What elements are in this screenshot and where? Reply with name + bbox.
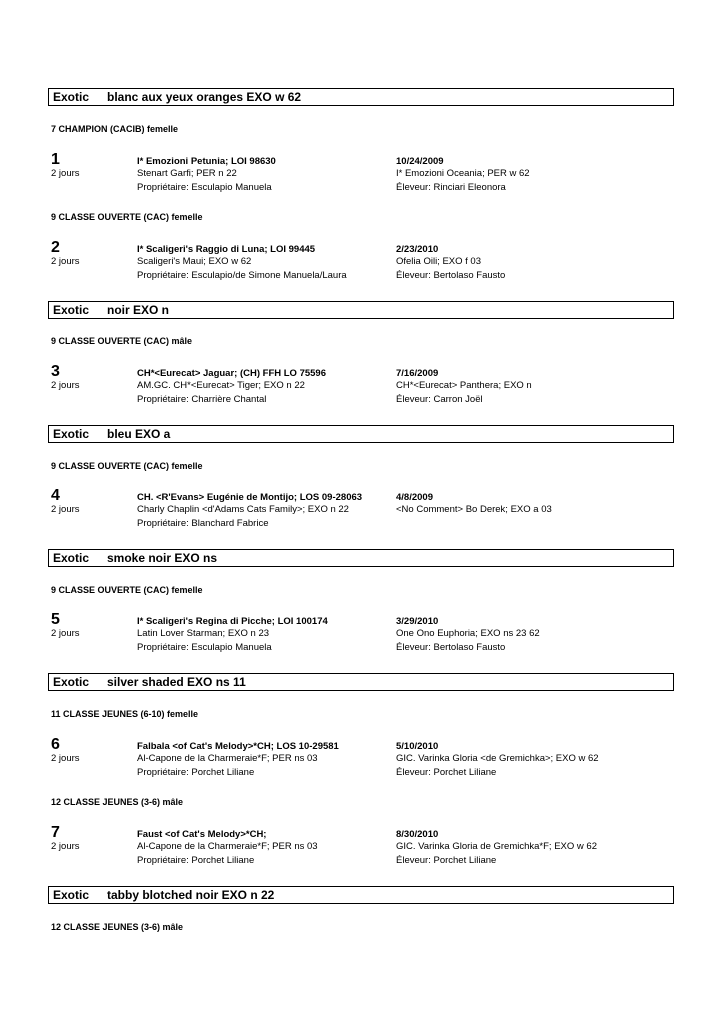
entry-age: 2 jours — [51, 841, 80, 852]
birth-date: 7/16/2009 — [396, 368, 439, 379]
class-heading: 11 CLASSE JEUNES (6-10) femelle — [51, 709, 199, 719]
class-heading: 9 CLASSE OUVERTE (CAC) femelle — [51, 212, 203, 222]
sire: Latin Lover Starman; EXO n 23 — [137, 628, 270, 639]
entry — [51, 240, 671, 286]
sire: Scaligeri's Maui; EXO w 62 — [137, 256, 252, 267]
entry-age: 2 jours — [51, 256, 80, 267]
dam: CH*<Eurecat> Panthera; EXO n — [396, 380, 532, 391]
birth-date: 10/24/2009 — [396, 156, 444, 167]
entry-number: 4 — [51, 487, 60, 504]
dam: One Ono Euphoria; EXO ns 23 62 — [396, 628, 540, 639]
entry — [51, 152, 671, 198]
owner: Propriétaire: Porchet Liliane — [137, 767, 255, 778]
dam: I* Emozioni Oceania; PER w 62 — [396, 168, 530, 179]
breed-description: smoke noir EXO ns — [107, 551, 218, 565]
cat-name: Faust <of Cat's Melody>*CH; — [137, 829, 267, 840]
entry — [51, 612, 671, 658]
owner: Propriétaire: Esculapio Manuela — [137, 182, 272, 193]
breed-header — [48, 301, 674, 319]
entry — [51, 488, 671, 534]
breed-header — [48, 886, 674, 904]
sire: Al-Capone de la Charmeraie*F; PER ns 03 — [137, 841, 318, 852]
class-heading: 9 CLASSE OUVERTE (CAC) mâle — [51, 336, 193, 346]
breed-header — [48, 549, 674, 567]
birth-date: 2/23/2010 — [396, 244, 439, 255]
dam: Ofelia Oili; EXO f 03 — [396, 256, 482, 267]
breeder: Éleveur: Bertolaso Fausto — [396, 642, 506, 653]
entry-age: 2 jours — [51, 380, 80, 391]
cat-name: I* Emozioni Petunia; LOI 98630 — [137, 156, 276, 167]
class-heading: 7 CHAMPION (CACIB) femelle — [51, 124, 179, 134]
dam: GIC. Varinka Gloria de Gremichka*F; EXO w 62 — [396, 841, 597, 852]
entry-number: 3 — [51, 363, 60, 380]
breeder: Éleveur: Porchet Liliane — [396, 767, 497, 778]
dam: GIC. Varinka Gloria <de Gremichka>; EXO w 62 — [396, 753, 599, 764]
entry-number: 7 — [51, 824, 60, 841]
cat-name: CH. <R'Evans> Eugénie de Montijo; LOS 09-28063 — [137, 492, 363, 503]
cat-name: CH*<Eurecat> Jaguar; (CH) FFH LO 75596 — [137, 368, 327, 379]
entry — [51, 364, 671, 410]
breed-name: Exotic — [53, 551, 90, 565]
breed-name: Exotic — [53, 303, 90, 317]
owner: Propriétaire: Esculapio/de Simone Manuela/Laura — [137, 270, 347, 281]
birth-date: 3/29/2010 — [396, 616, 439, 627]
sire: AM.GC. CH*<Eurecat> Tiger; EXO n 22 — [137, 380, 305, 391]
sire: Al-Capone de la Charmeraie*F; PER ns 03 — [137, 753, 318, 764]
breed-description: silver shaded EXO ns 11 — [107, 675, 246, 689]
entry-age: 2 jours — [51, 504, 80, 515]
cat-name: Falbala <of Cat's Melody>*CH; LOS 10-29581 — [137, 741, 339, 752]
breed-description: tabby blotched noir EXO n 22 — [107, 888, 275, 902]
owner: Propriétaire: Porchet Liliane — [137, 855, 255, 866]
breed-description: bleu EXO a — [107, 427, 171, 441]
breeder: Éleveur: Rinciari Eleonora — [396, 182, 506, 193]
entry — [51, 737, 671, 783]
class-heading: 12 CLASSE JEUNES (3-6) mâle — [51, 797, 184, 807]
breed-name: Exotic — [53, 675, 90, 689]
entry-number: 6 — [51, 736, 60, 753]
entry-number: 5 — [51, 611, 60, 628]
birth-date: 4/8/2009 — [396, 492, 433, 503]
entry-age: 2 jours — [51, 168, 80, 179]
breed-header — [48, 425, 674, 443]
breed-header — [48, 673, 674, 691]
breed-name: Exotic — [53, 427, 90, 441]
entry-number: 1 — [51, 151, 60, 168]
entry — [51, 825, 671, 871]
class-heading: 9 CLASSE OUVERTE (CAC) femelle — [51, 585, 203, 595]
entry-age: 2 jours — [51, 628, 80, 639]
breed-name: Exotic — [53, 888, 90, 902]
dam: <No Comment> Bo Derek; EXO a 03 — [396, 504, 552, 515]
cat-name: I* Scaligeri's Regina di Picche; LOI 100174 — [137, 616, 328, 627]
birth-date: 5/10/2010 — [396, 741, 439, 752]
cat-name: I* Scaligeri's Raggio di Luna; LOI 99445 — [137, 244, 316, 255]
entry-age: 2 jours — [51, 753, 80, 764]
entry-number: 2 — [51, 239, 60, 256]
class-heading: 9 CLASSE OUVERTE (CAC) femelle — [51, 461, 203, 471]
owner: Propriétaire: Blanchard Fabrice — [137, 518, 269, 529]
breeder: Éleveur: Carron Joël — [396, 394, 483, 405]
owner: Propriétaire: Esculapio Manuela — [137, 642, 272, 653]
owner: Propriétaire: Charrière Chantal — [137, 394, 267, 405]
class-heading: 12 CLASSE JEUNES (3-6) mâle — [51, 922, 184, 932]
birth-date: 8/30/2010 — [396, 829, 439, 840]
sire: Charly Chaplin <d'Adams Cats Family>; EXO n 22 — [137, 504, 349, 515]
sire: Stenart Garfi; PER n 22 — [137, 168, 237, 179]
breeder: Éleveur: Bertolaso Fausto — [396, 270, 506, 281]
breed-header — [48, 88, 674, 106]
breed-description: noir EXO n — [107, 303, 170, 317]
breed-name: Exotic — [53, 90, 90, 104]
breed-description: blanc aux yeux oranges EXO w 62 — [107, 90, 302, 104]
breeder: Éleveur: Porchet Liliane — [396, 855, 497, 866]
